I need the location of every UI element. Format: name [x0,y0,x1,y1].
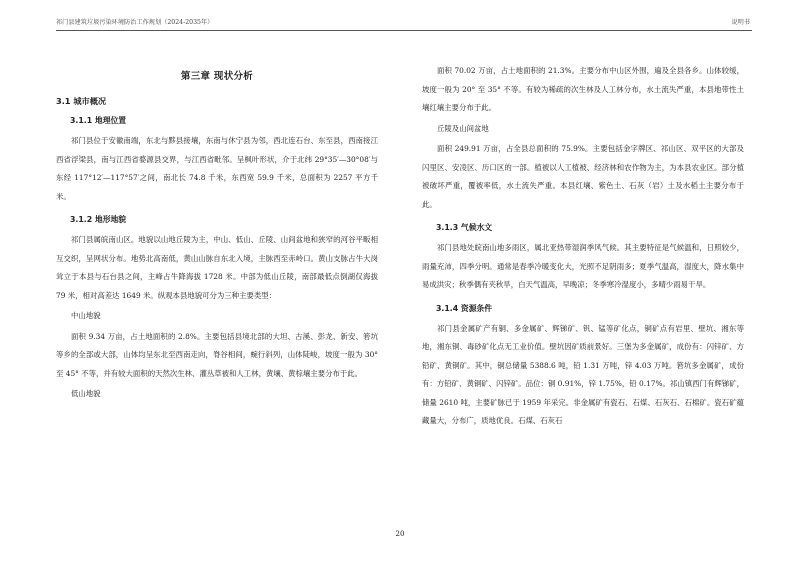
header-doc-type: 说明书 [731,19,750,26]
qiuling-paragraph: 面积 249.91 万亩，占全县总面积的 75.9%。主要包括金字牌区、祁山区、双平区的大部及闪里区、安凌区、历口区的一部。植被以人工植被、经济林和农作物为主，为本县农业区。部分植被破坏严重，覆被率低，水土流失严重。本县红壤、紫色土、石灰（岩）土及水稻土主要分布于此。 [422,144,744,209]
right-column [422,62,744,431]
qiuling-subheading: 丘陵及山间盆地 [437,123,489,133]
section-3-1-heading: 3.1 城市概况 [56,96,107,106]
section-3-1-1-heading: 3.1.1 地理位置 [70,116,127,125]
page-number: 20 [395,530,405,538]
section-3-1-2-heading: 3.1.2 地形地貌 [70,215,127,224]
page-header [56,14,752,31]
header-document-title: 祁门县建筑垃圾污染环境防治工作规划（2024-2035年） [56,19,214,26]
dishan-subheading: 低山地貌 [71,389,101,398]
section-3-1-3-heading: 3.1.3 气候水文 [436,223,493,232]
climate-paragraph: 祁门县地处皖南山地多雨区，属北亚热带湿润季风气候。其主要特征是气候温和，日照较少，雨量充沛，四季分明。通常是春季冷暖变化大，光照不足阴雨多；夏季气温高，湿度大，降水集中易成洪灾；秋季偶有夹秋旱，白天气温高，早晚凉；冬季寒冷湿度小，多晴少雨易干旱。 [422,243,744,289]
section-3-1-4-heading: 3.1.4 资源条件 [436,303,493,313]
dishan-paragraph: 面积 70.02 万亩，占土地面积的 21.3%。主要分布中山区外围，遍及全县各乡。山体较缓，坡度一般为 20° 至 35° 不等。有较为稀疏的次生林及人工林分布，水土流失严重，本县地带性土壤红壤主要分布于此。 [422,66,744,112]
resources-paragraph: 祁门县金属矿产有铜、多金属矿、辉锑矿、钒、锰等矿化点，铜矿点有岩里、壁坑、湘东等地，湘东铜、毒砂矿化点无工业价值。壁坑因矿质前景好。三堡为多金属矿，成份有：闪锌矿、方铅矿、黄铜矿。其中，铜总储量 5388.6 吨，铅 1.31 万吨，锌 4.03 万吨。箬坑多金属矿，成份有：方铅矿、黄铜矿、闪锌矿。品位：铜 0.91%，锌 1.75%，铅 0.17%。祁山镇西门有辉锑矿，储量 2610 吨，主要矿脉已于 1959 年采完。非金属矿有瓷石、石煤、石灰石、石棉矿。瓷石矿蕴藏量大，分布广，质地优良。石煤、石灰石 [422,323,744,425]
terrain-paragraph: 祁门县属皖南山区。地貌以山地丘陵为主，中山、低山、丘陵、山间盆地和狭窄的河谷平畈相互交织，呈网状分布。地势北高南低，黄山山脉自东北入境，主脉西至赤岭口。黄山支脉占牛大岗耸立于本县与石台县之间，主峰占牛降海拔 1728 米。中部为低山丘陵，南部最低点倒湖仅海拔 79 米，相对高差达 1649 米。纵观本县地貌可分为三种主要类型： [56,235,378,300]
left-column [56,60,378,406]
geography-paragraph: 祁门县位于安徽南端，东北与黟县接壤，东南与休宁县为邻，西北连石台、东至县，西南接江西省浮梁县，南与江西省婺源县交界，与江西省毗邻。呈枫叶形状，介于北纬 29°35′—30°08′与东经 117°12′—117°57′之间，南北长 74.8 千米，东西宽 59.9 千米，总面积为 2257 平方千米。 [56,136,378,201]
zhongshan-subheading: 中山地貌 [71,311,101,320]
chapter-title: 第三章 现状分析 [180,71,254,82]
zhongshan-paragraph: 面积 9.34 万亩，占土地面积的 2.8%。主要包括县境北部的大坦、古溪、彭龙、新安、箬坑等乡的全部或大部，山体均呈东北至西南走向，脊谷相间，蜿行斜列，山体陡峻，坡度一般为 30° 至 45° 不等，并有较大面积的天然次生林、灌丛草被和人工林，黄壤、黄棕壤主要分布于此。 [56,331,378,378]
